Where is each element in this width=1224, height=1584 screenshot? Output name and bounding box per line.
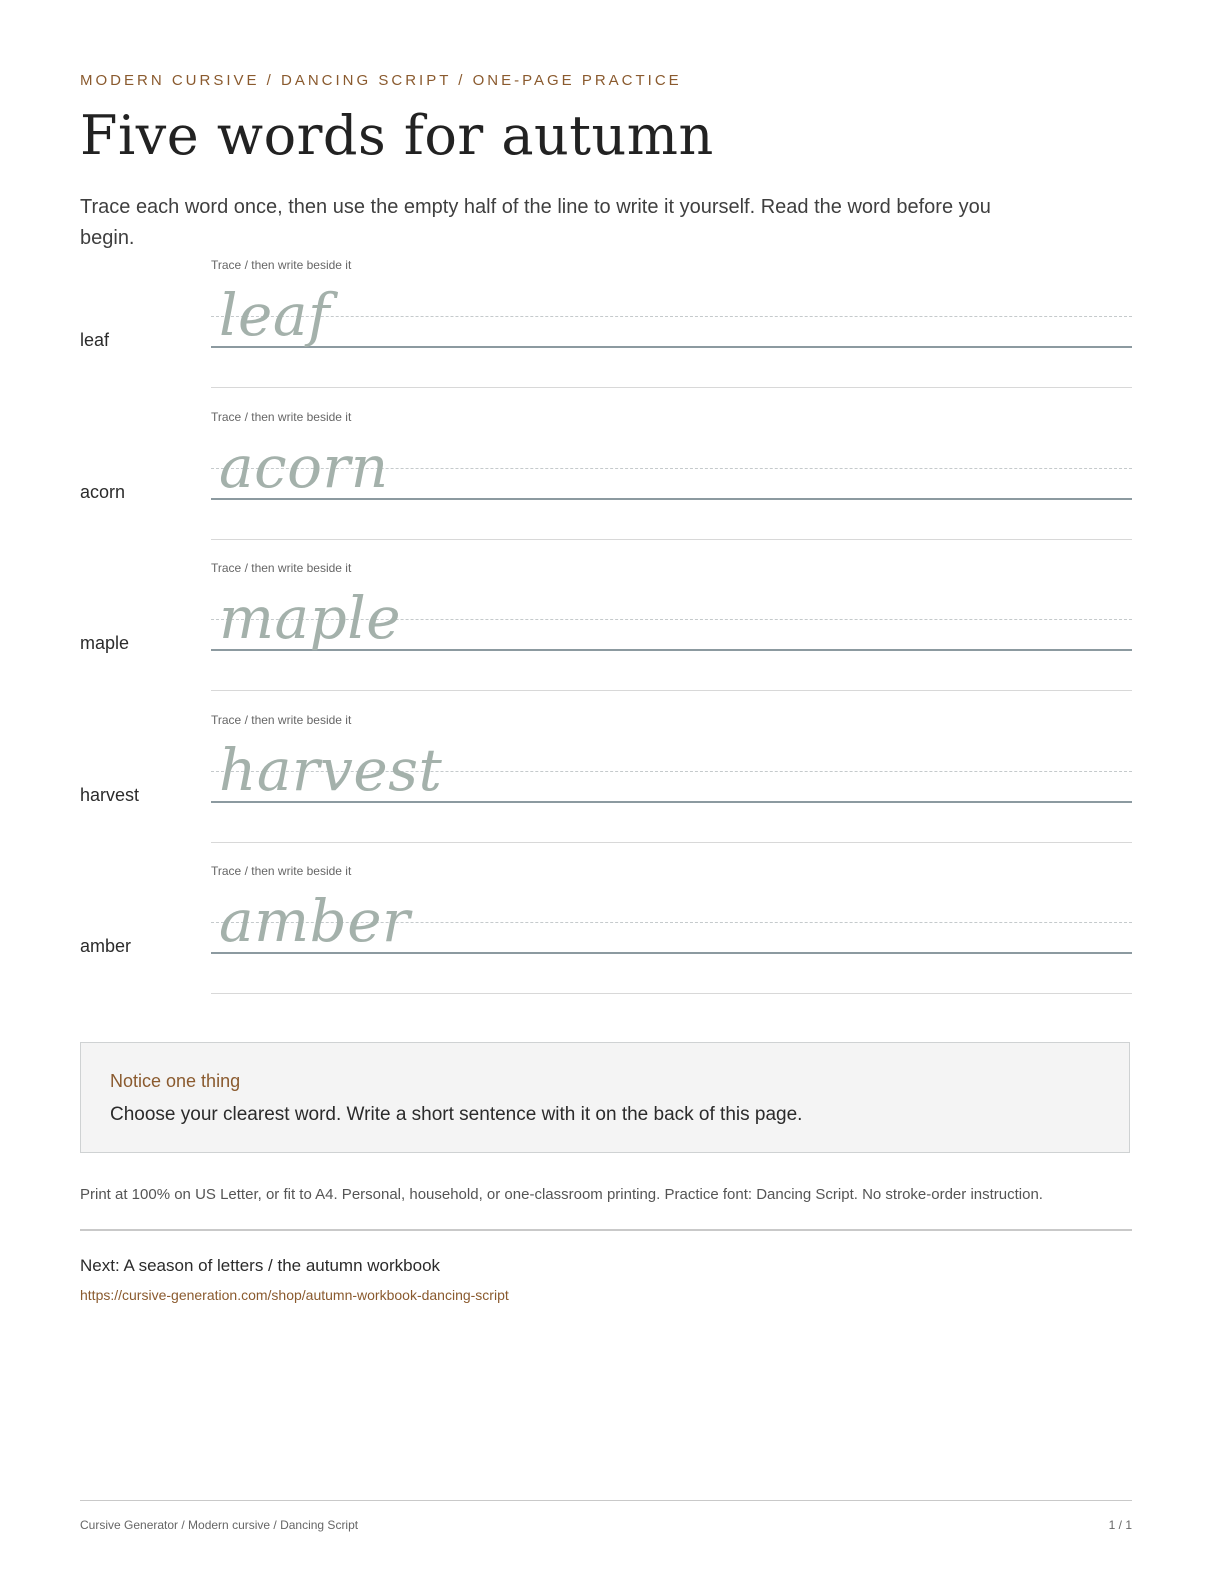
baseline [211, 346, 1132, 348]
practice-row-amber [80, 862, 1132, 1014]
trace-word: acorn [219, 432, 389, 501]
notice-box [80, 1042, 1130, 1153]
practice-row-acorn [80, 408, 1132, 560]
trace-word: amber [219, 887, 411, 955]
eyebrow: MODERN CURSIVE / DANCING SCRIPT / ONE-PAGE PRACTICE [80, 72, 682, 89]
row-divider [211, 993, 1132, 994]
row-divider [211, 539, 1132, 540]
section-divider [80, 1229, 1132, 1231]
writing-lines[interactable] [211, 882, 1132, 994]
row-hint: Trace / then write beside it [211, 258, 352, 272]
row-hint: Trace / then write beside it [211, 409, 352, 424]
word-label: acorn [80, 481, 126, 502]
page-number: 1 / 1 [1108, 1518, 1132, 1532]
writing-lines[interactable] [211, 731, 1132, 843]
row-hint: Trace / then write beside it [211, 864, 352, 878]
trace-word: harvest [219, 735, 443, 804]
word-label: harvest [80, 784, 140, 805]
footer-divider [80, 1500, 1132, 1501]
word-label: amber [80, 936, 132, 956]
page-title: Five words for autumn [80, 104, 714, 167]
row-divider [211, 842, 1132, 843]
next-label: Next: A season of letters / the autumn workbook [80, 1256, 441, 1275]
word-label: leaf [80, 330, 110, 350]
writing-lines[interactable] [211, 276, 1132, 388]
trace-word: leaf [219, 281, 330, 349]
notice-title: Notice one thing [110, 1071, 241, 1091]
next-link[interactable]: https://cursive-generation.com/shop/autumn-workbook-dancing-script [80, 1287, 509, 1303]
word-label: maple [80, 633, 130, 653]
practice-rows [80, 256, 1132, 1014]
row-divider [211, 690, 1132, 691]
row-divider [211, 387, 1132, 388]
writing-lines[interactable] [211, 428, 1132, 540]
practice-row-maple [80, 559, 1132, 711]
practice-row-harvest [80, 711, 1132, 863]
worksheet-page [80, 0, 1132, 1584]
notice-text: Choose your clearest word. Write a short sentence with it on the back of this page. [110, 1104, 803, 1125]
writing-lines[interactable] [211, 579, 1132, 691]
row-hint: Trace / then write beside it [211, 561, 352, 575]
footer-credit: Cursive Generator / Modern cursive / Dancing Script [80, 1518, 359, 1532]
practice-row-leaf [80, 256, 1132, 408]
midline [211, 316, 1132, 317]
trace-word: maple [219, 584, 402, 652]
print-note: Print at 100% on US Letter, or fit to A4. Personal, household, or one-classroom printing. Practice font: Dancing Script. No stroke-order instruction. [80, 1186, 1043, 1203]
row-hint: Trace / then write beside it [211, 712, 352, 727]
intro-text: Trace each word once, then use the empty half of the line to write it yourself. Read the word before you begin. [80, 196, 991, 249]
